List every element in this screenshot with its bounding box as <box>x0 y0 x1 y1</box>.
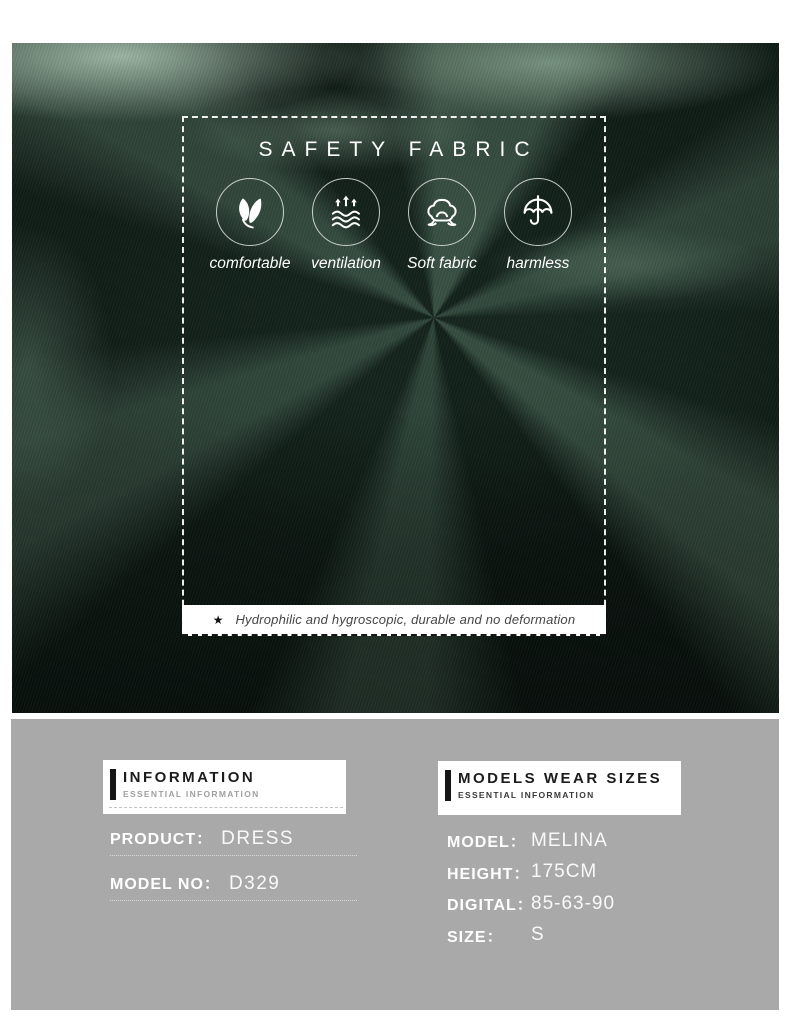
header-dashed-divider <box>109 807 343 808</box>
information-rows <box>110 825 357 901</box>
feature-harmless <box>490 178 586 273</box>
feature-label: ventilation <box>311 255 381 272</box>
leaf-icon <box>216 178 284 246</box>
sizes-header <box>438 761 681 815</box>
info-row-model-no <box>110 870 357 901</box>
row-value: 85-63-90 <box>531 892 616 914</box>
sizes-title: MODELS WEAR SIZES <box>458 770 663 787</box>
information-subtitle: ESSENTIAL INFORMATION <box>123 789 260 799</box>
feature-label: harmless <box>506 255 570 272</box>
feature-soft-fabric <box>394 178 490 273</box>
feature-ventilation <box>298 178 394 273</box>
information-title: INFORMATION <box>123 769 256 786</box>
row-label: MODEL NO： <box>110 876 221 893</box>
feature-comfortable <box>202 178 298 273</box>
star-icon: ★ <box>212 612 224 627</box>
row-label: SIZE： <box>447 928 504 946</box>
row-label: DIGITAL： <box>447 897 534 915</box>
header-accent-bar <box>445 770 451 801</box>
safety-fabric-title: SAFETY FABRIC <box>258 138 539 161</box>
row-value: S <box>531 924 545 946</box>
information-header <box>103 760 346 814</box>
row-label: MODEL： <box>447 834 527 852</box>
fabric-photo <box>12 43 779 713</box>
feature-label: comfortable <box>209 255 291 272</box>
umbrella-icon <box>504 178 572 246</box>
row-value: DRESS <box>221 828 295 849</box>
sizes-subtitle: ESSENTIAL INFORMATION <box>458 790 595 800</box>
info-row-product <box>110 825 357 856</box>
feature-list <box>184 178 604 273</box>
header-accent-bar <box>110 769 116 800</box>
sizes-column <box>438 761 703 951</box>
banner-text: Hydrophilic and hygroscopic, durable and no deformation <box>235 612 576 627</box>
feature-label: Soft fabric <box>407 255 477 272</box>
row-value: MELINA <box>531 829 608 851</box>
airflow-icon <box>312 178 380 246</box>
row-value: 175CM <box>531 861 598 883</box>
row-label: PRODUCT： <box>110 831 214 848</box>
sizes-rows <box>447 825 703 951</box>
info-section <box>11 719 779 1010</box>
row-label: HEIGHT： <box>447 865 531 883</box>
fabric-benefit-banner <box>182 605 606 636</box>
row-value: D329 <box>228 873 281 894</box>
cotton-icon <box>408 178 476 246</box>
safety-fabric-panel <box>182 116 606 636</box>
information-column <box>103 760 368 915</box>
